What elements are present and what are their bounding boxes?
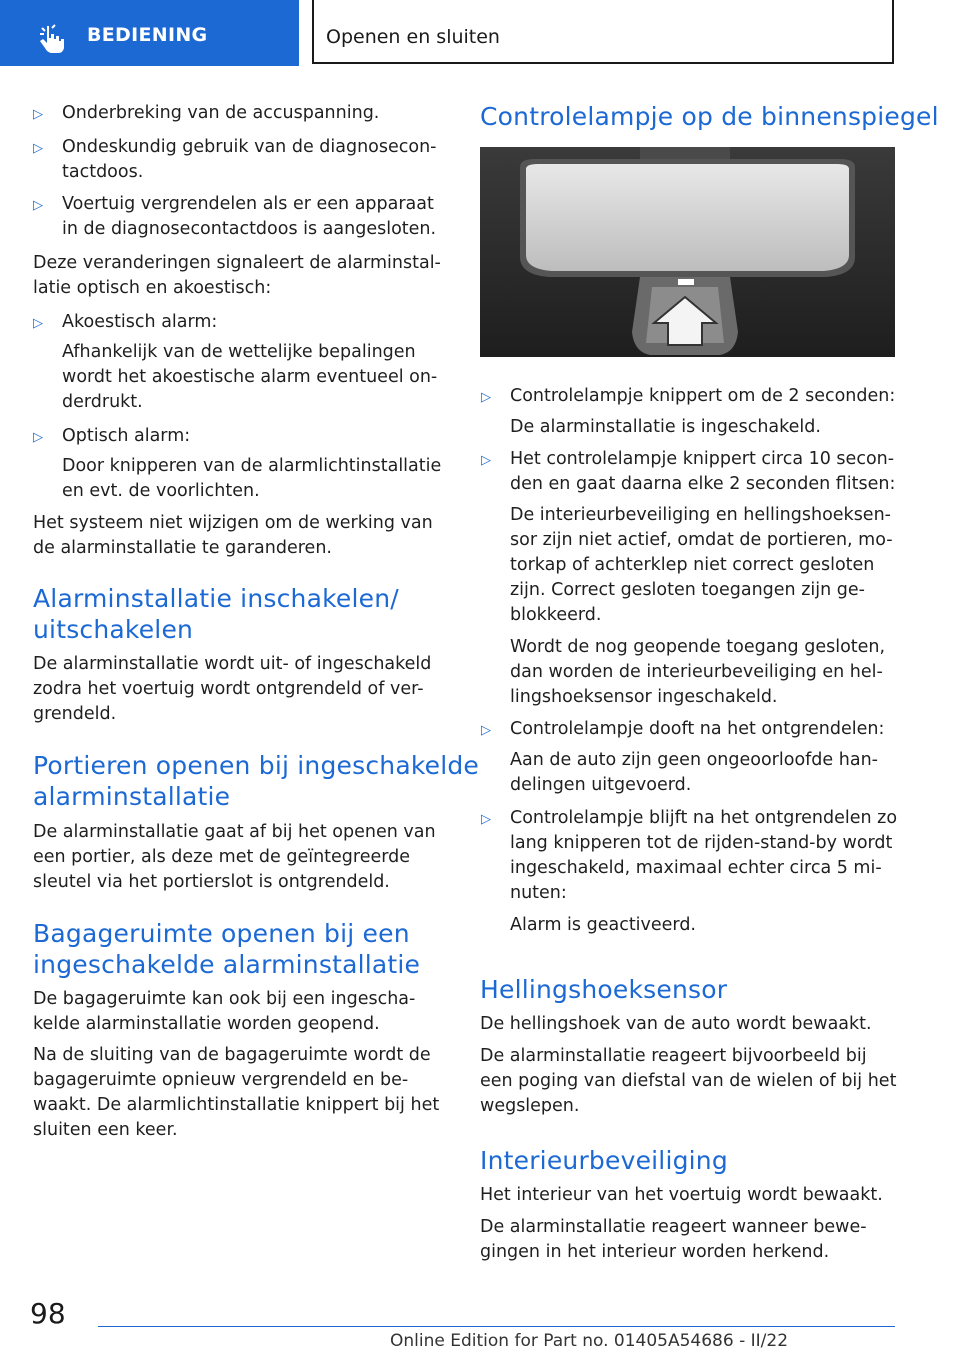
bullet-text: zijn. Correct gesloten toegangen zijn ge- bbox=[510, 580, 865, 600]
bullet-text: delingen uitgevoerd. bbox=[510, 775, 692, 795]
bullet-text: lingshoeksensor ingeschakeld. bbox=[510, 687, 778, 707]
paragraph: bagageruimte opnieuw vergrendeld en be- bbox=[33, 1070, 409, 1090]
paragraph: Na de sluiting van de bagageruimte wordt de bbox=[33, 1045, 431, 1065]
paragraph: een portier, als deze met de geïntegreerde bbox=[33, 847, 411, 867]
section-heading: Alarminstallatie inschakelen/ bbox=[33, 584, 399, 613]
paragraph: grendeld. bbox=[33, 704, 117, 724]
bullet-text: Wordt de nog geopende toegang gesloten, bbox=[510, 637, 886, 657]
paragraph: Het systeem niet wijzigen om de werking van bbox=[33, 513, 433, 533]
section-title: BEDIENING bbox=[87, 24, 208, 46]
bullet-icon: ▷ bbox=[33, 107, 43, 122]
chapter-box bbox=[312, 0, 894, 64]
paragraph: latie optisch en akoestisch: bbox=[33, 278, 272, 298]
bullet-icon: ▷ bbox=[481, 812, 491, 827]
bullet-text: Afhankelijk van de wettelijke bepalingen bbox=[62, 342, 416, 362]
footer-divider bbox=[98, 1326, 895, 1327]
paragraph: De alarminstallatie reageert bijvoorbeeld bij bbox=[480, 1046, 867, 1066]
bullet-title: Optisch alarm: bbox=[62, 426, 191, 446]
bullet-title: nuten: bbox=[510, 883, 567, 903]
paragraph: kelde alarminstallatie worden geopend. bbox=[33, 1014, 380, 1034]
bullet-text: tactdoos. bbox=[62, 162, 144, 182]
paragraph: De alarminstallatie reageert wanneer bewe- bbox=[480, 1217, 867, 1237]
paragraph: zodra het voertuig wordt ontgrendeld of ver- bbox=[33, 679, 424, 699]
section-heading: Portieren openen bij ingeschakelde bbox=[33, 751, 479, 780]
section-heading: Bagageruimte openen bij een bbox=[33, 919, 410, 948]
section-heading: ingeschakelde alarminstallatie bbox=[33, 950, 421, 979]
section-tab bbox=[0, 0, 299, 66]
paragraph: waakt. De alarmlichtinstallatie knippert bij het bbox=[33, 1095, 440, 1115]
bullet-text: De interieurbeveiliging en hellingshoeksen- bbox=[510, 505, 891, 525]
bullet-title: Controlelampje blijft na het ontgrendelen zo bbox=[510, 808, 898, 828]
footer-edition: Online Edition for Part no. 01405A54686 - II/22 bbox=[390, 1331, 789, 1351]
section-heading: Controlelampje op de binnenspiegel bbox=[480, 102, 939, 131]
rearview-mirror-figure bbox=[480, 147, 895, 357]
bullet-text: Ondeskundig gebruik van de diagnosecon- bbox=[62, 137, 437, 157]
bullet-icon: ▷ bbox=[481, 453, 491, 468]
bullet-text: torkap of achterklep niet correct gesloten bbox=[510, 555, 875, 575]
paragraph: gingen in het interieur worden herkend. bbox=[480, 1242, 830, 1262]
bullet-text: Voertuig vergrendelen als er een apparaat bbox=[62, 194, 434, 214]
bullet-text: Alarm is geactiveerd. bbox=[510, 915, 696, 935]
section-heading: alarminstallatie bbox=[33, 782, 231, 811]
paragraph: De alarminstallatie wordt uit- of ingeschakeld bbox=[33, 654, 432, 674]
hand-tap-icon bbox=[36, 22, 70, 56]
bullet-text: sor zijn niet actief, omdat de portieren, mo- bbox=[510, 530, 893, 550]
bullet-text: en evt. de voorlichten. bbox=[62, 481, 260, 501]
bullet-icon: ▷ bbox=[33, 198, 43, 213]
bullet-text: Onderbreking van de accuspanning. bbox=[62, 103, 380, 123]
bullet-title: lang knipperen tot de rijden-stand-by wordt bbox=[510, 833, 893, 853]
bullet-icon: ▷ bbox=[481, 723, 491, 738]
bullet-text: Door knipperen van de alarmlichtinstallatie bbox=[62, 456, 442, 476]
page-number: 98 bbox=[30, 1297, 66, 1330]
bullet-icon: ▷ bbox=[481, 390, 491, 405]
bullet-text: in de diagnosecontactdoos is aangesloten. bbox=[62, 219, 437, 239]
paragraph: een poging van diefstal van de wielen of bij het bbox=[480, 1071, 897, 1091]
paragraph: De bagageruimte kan ook bij een ingescha- bbox=[33, 989, 416, 1009]
paragraph: sleutel via het portierslot is ontgrendeld. bbox=[33, 872, 390, 892]
bullet-text: derdrukt. bbox=[62, 392, 143, 412]
rearview-mirror-illustration bbox=[480, 147, 895, 357]
paragraph: sluiten een keer. bbox=[33, 1120, 178, 1140]
bullet-text: blokkeerd. bbox=[510, 605, 602, 625]
section-heading: Interieurbeveiliging bbox=[480, 1146, 728, 1175]
section-heading: Hellingshoeksensor bbox=[480, 975, 728, 1004]
bullet-icon: ▷ bbox=[33, 316, 43, 331]
bullet-title: Controlelampje dooft na het ontgrendelen: bbox=[510, 719, 885, 739]
section-heading: uitschakelen bbox=[33, 615, 194, 644]
chapter-title: Openen en sluiten bbox=[326, 26, 500, 48]
page-header bbox=[0, 0, 960, 66]
bullet-title: ingeschakeld, maximaal echter circa 5 mi- bbox=[510, 858, 882, 878]
paragraph: De alarminstallatie gaat af bij het openen van bbox=[33, 822, 436, 842]
bullet-icon: ▷ bbox=[33, 141, 43, 156]
bullet-text: Aan de auto zijn geen ongeoorloofde han- bbox=[510, 750, 878, 770]
bullet-text: De alarminstallatie is ingeschakeld. bbox=[510, 417, 821, 437]
paragraph: wegslepen. bbox=[480, 1096, 580, 1116]
bullet-text: dan worden de interieurbeveiliging en hel- bbox=[510, 662, 883, 682]
bullet-title: Akoestisch alarm: bbox=[62, 312, 218, 332]
paragraph: de alarminstallatie te garanderen. bbox=[33, 538, 332, 558]
bullet-text: wordt het akoestische alarm eventueel on- bbox=[62, 367, 438, 387]
bullet-title: Controlelampje knippert om de 2 seconden: bbox=[510, 386, 896, 406]
bullet-title: den en gaat daarna elke 2 seconden flitsen: bbox=[510, 474, 896, 494]
bullet-icon: ▷ bbox=[33, 430, 43, 445]
paragraph: De hellingshoek van de auto wordt bewaakt. bbox=[480, 1014, 872, 1034]
paragraph: Het interieur van het voertuig wordt bewaakt. bbox=[480, 1185, 883, 1205]
bullet-title: Het controlelampje knippert circa 10 secon- bbox=[510, 449, 895, 469]
paragraph: Deze veranderingen signaleert de alarminstal- bbox=[33, 253, 441, 273]
